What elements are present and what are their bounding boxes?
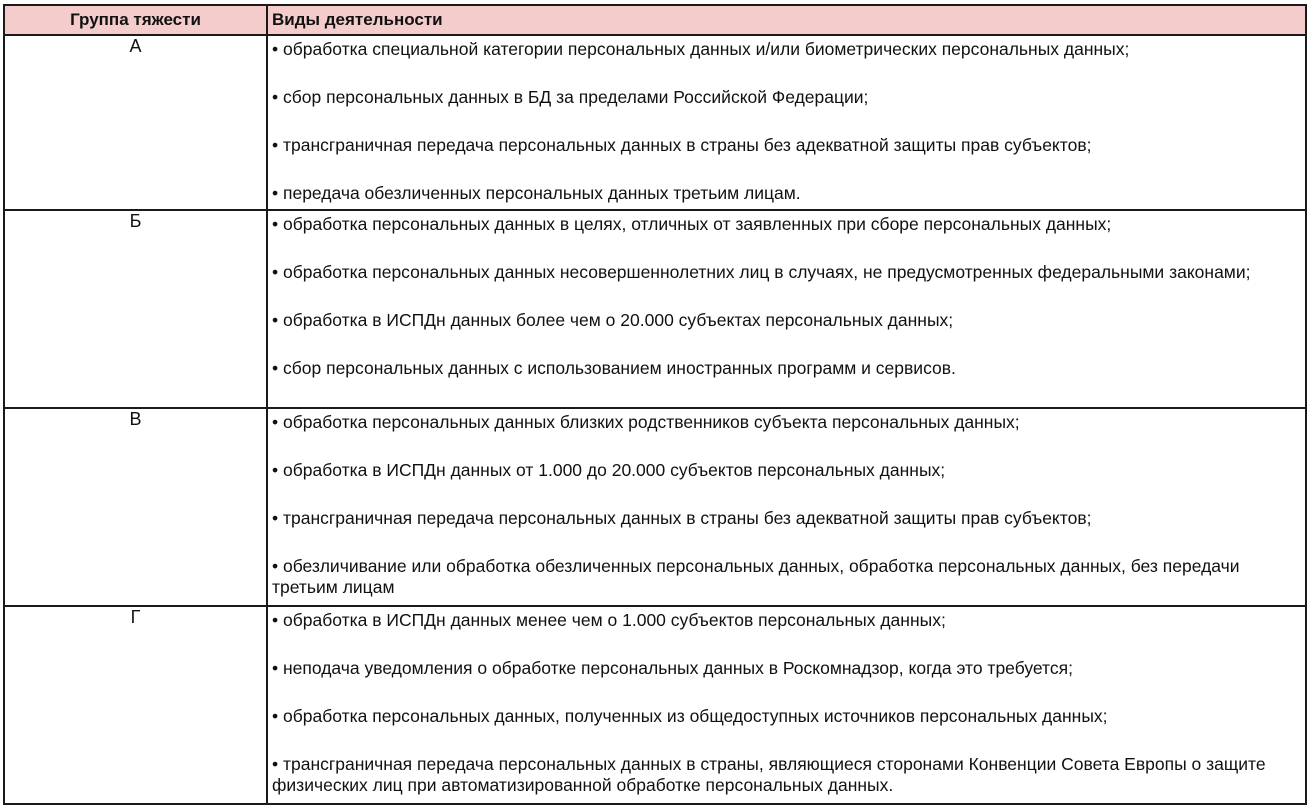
table-row <box>4 606 1306 804</box>
activity-list <box>272 412 1301 598</box>
group-cell: Г <box>4 606 267 804</box>
severity-table <box>3 4 1307 805</box>
list-item: • обработка персональных данных, полученных из общедоступных источников персональных данных; <box>272 706 1108 726</box>
activity-cell <box>267 210 1306 408</box>
list-item: • обезличивание или обработка обезличенных персональных данных, обработка персональных данных, без передачи третьим лицам <box>272 556 1240 597</box>
group-cell: Б <box>4 210 267 408</box>
activity-list <box>272 610 1301 796</box>
table-row <box>4 210 1306 408</box>
list-item: • обработка специальной категории персональных данных и/или биометрических персональных данных; <box>272 39 1130 59</box>
table-row <box>4 408 1306 606</box>
list-item: • обработка в ИСПДн данных более чем о 20.000 субъектах персональных данных; <box>272 310 954 330</box>
list-item: • сбор персональных данных в БД за пределами Российской Федерации; <box>272 87 869 107</box>
activity-list <box>272 214 1301 379</box>
list-item: • обработка персональных данных в целях, отличных от заявленных при сборе персональных данных; <box>272 214 1112 234</box>
activity-cell <box>267 35 1306 210</box>
activity-cell <box>267 408 1306 606</box>
list-item: • неподача уведомления о обработке персональных данных в Роскомнадзор, когда это требуется; <box>272 658 1073 678</box>
header-row <box>4 5 1306 35</box>
group-cell: В <box>4 408 267 606</box>
list-item: • трансграничная передача персональных данных в страны без адекватной защиты прав субъектов; <box>272 508 1092 528</box>
list-item: • обработка в ИСПДн данных менее чем о 1.000 субъектов персональных данных; <box>272 610 946 630</box>
list-item: • передача обезличенных персональных данных третьим лицам. <box>272 183 801 203</box>
list-item: • трансграничная передача персональных данных в страны, являющиеся сторонами Конвенции Совета Европы о защите физических лиц при автоматизированной обработке персональных данных. <box>272 754 1266 795</box>
activity-list <box>272 39 1301 204</box>
header-group: Группа тяжести <box>4 5 267 35</box>
list-item: • обработка персональных данных близких родственников субъекта персональных данных; <box>272 412 1020 432</box>
list-item: • обработка в ИСПДн данных от 1.000 до 20.000 субъектов персональных данных; <box>272 460 946 480</box>
table-row <box>4 35 1306 210</box>
activity-cell <box>267 606 1306 804</box>
list-item: • трансграничная передача персональных данных в страны без адекватной защиты прав субъектов; <box>272 135 1092 155</box>
list-item: • обработка персональных данных несовершеннолетних лиц в случаях, не предусмотренных федеральными законами; <box>272 262 1251 282</box>
header-activities: Виды деятельности <box>267 5 1306 35</box>
list-item: • сбор персональных данных с использованием иностранных программ и сервисов. <box>272 358 956 378</box>
group-cell: А <box>4 35 267 210</box>
